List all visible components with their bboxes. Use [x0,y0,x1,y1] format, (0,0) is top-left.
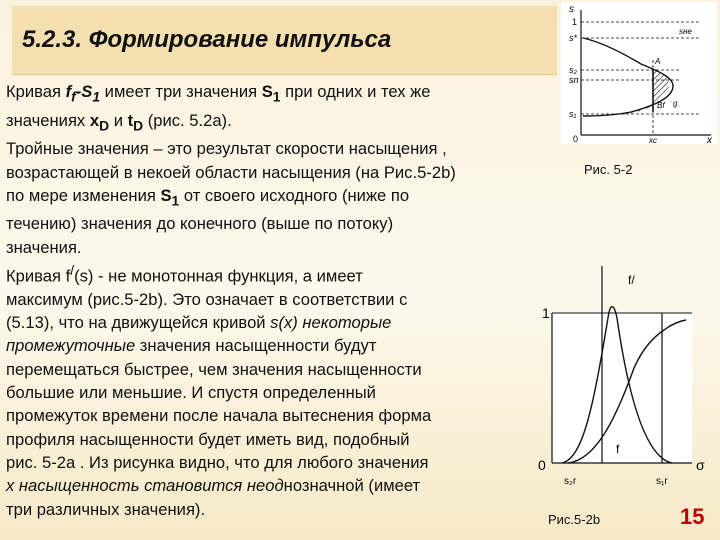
text-segment: Тройные значения – это результат скорости насыщения , [6,139,447,159]
label-s-ne: sне [679,27,692,36]
text-segment: х насыщенность становится неод [6,476,284,496]
label-s1: s₁ [569,109,577,119]
label-one: 1 [572,17,578,27]
text-segment: f [71,88,76,105]
text-segment: нозначной (имеет [283,476,421,496]
slide-title: 5.2.3. Формирование импульса [22,26,392,53]
label-s2r: s₂r [564,476,577,487]
label-s2: s₂ [569,65,577,75]
text-segment: 1 [92,88,101,105]
text-segment: S [160,185,172,205]
text-segment: значения. [6,237,82,257]
text-segment: по мере изменения [6,185,161,205]
text-line [6,236,546,259]
text-segment: возрастающей в некоей области насыщения (на Рис.5-2b) [6,162,456,182]
text-segment: (s) - не монотонная функция, а имеет [74,266,363,286]
label-s-star: s* [569,33,578,43]
text-segment: и [109,110,128,130]
label-s1r: s₁r [656,476,668,487]
text-line [6,428,546,451]
text-line [6,184,546,213]
body-text [6,80,546,521]
label-one-b: 1 [542,305,550,321]
text-segment: (рис. 5.2а). [143,110,232,130]
text-line [6,137,546,160]
text-segment: три различных значения). [6,499,206,519]
text-segment: рис. 5-2а . Из рисунка видно, что для любого значения [6,452,429,472]
text-segment: / [70,262,75,279]
label-zero-b: 0 [538,457,546,473]
text-segment: промежуток времени после начала вытеснения форма [6,406,432,426]
text-segment: -S [75,82,93,101]
label-f: f [616,442,620,456]
text-line [6,161,546,184]
label-g: g [673,99,678,108]
label-origin: 0 [573,134,579,144]
text-segment: 1 [171,192,180,209]
text-segment: значениях [6,110,90,130]
label-xc: xс [649,136,657,144]
text-segment: от своего исходного (ниже по [179,185,410,205]
fractional-flow-plot [538,258,708,488]
figure1-caption: Рис. 5-2 [584,162,633,177]
label-s-axis: s [569,4,574,15]
text-segment: большие или меньшие. И спустя определенный [6,383,376,403]
text-line [6,109,546,138]
text-line [6,334,546,357]
text-line [6,474,546,497]
text-segment: f [65,82,72,101]
text-segment: S [261,82,273,101]
text-segment: 1 [272,88,281,105]
label-f-prime: f/ [628,273,635,287]
text-segment: t [127,110,134,130]
label-sn: sп [569,75,579,85]
text-segment: максимум (рис.5-2b). Это означает в соответствии с [6,289,408,309]
figure2-caption: Рис.5-2b [548,512,601,527]
text-line [6,358,546,381]
text-line [6,311,546,334]
page-number: 15 [680,504,705,529]
label-x-axis: x [707,135,712,144]
title-bar [12,6,557,75]
text-segment: x [89,110,100,130]
text-line [6,498,546,521]
text-segment: профиля насыщенности будет иметь вид, подобный [6,429,410,449]
text-segment: промежуточные [6,336,136,356]
text-line [6,259,546,288]
figure-5-2b [538,258,708,488]
saturation-profile-plot [561,2,717,144]
text-line [6,212,546,235]
text-line [6,381,546,404]
text-line [6,404,546,427]
text-segment: (5.13), что на движущейся кривой [6,313,271,333]
label-sigma: σ [696,457,705,473]
text-segment: значения насыщенности будут [135,336,377,356]
text-segment: Кривая [6,82,66,101]
label-a: A [655,57,661,66]
plot-area [552,313,692,463]
text-segment: s(x) некоторые [270,313,392,333]
text-line [6,451,546,474]
label-bf: Bf [657,101,665,110]
text-segment: течению) значения до конечного (выше по потоку) [6,214,394,234]
text-segment: при одних и тех же [280,82,431,101]
text-line [6,80,546,109]
text-segment: D [133,116,144,133]
text-segment: перемещаться быстрее, чем значения насыщенности [6,359,422,379]
text-line [6,288,546,311]
text-segment: имеет три значения [100,82,262,101]
figure-5-2a [561,2,717,144]
text-segment: D [99,116,110,133]
text-segment: Кривая f [6,266,71,286]
